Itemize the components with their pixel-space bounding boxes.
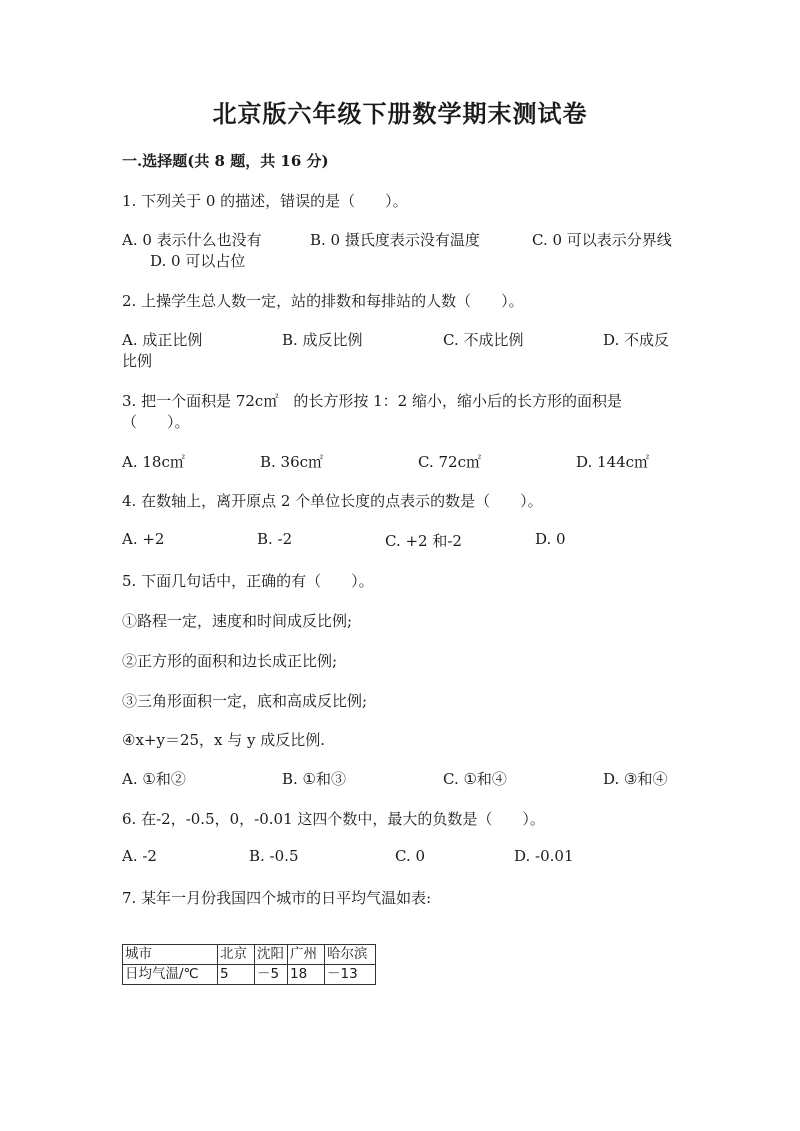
page-title: 北京版六年级下册数学期末测试卷	[212, 99, 588, 128]
question-6-option-a: A. -2	[122, 847, 157, 865]
question-2-option-a: A. 成正比例	[122, 331, 203, 349]
temperature-table	[122, 944, 376, 985]
question-2-option-c: C. 不成比例	[443, 331, 524, 349]
question-6-option-c: C. 0	[395, 847, 426, 865]
question-5-option-a: A. ①和②	[122, 770, 186, 788]
question-1-option-a: A. 0 表示什么也没有	[122, 231, 262, 249]
question-1-option-b: B. 0 摄氏度表示没有温度	[310, 231, 480, 249]
question-6-stem: 6. 在-2，-0.5，0，-0.01 这四个数中，最大的负数是（ ）。	[122, 810, 545, 828]
table-cell: 5	[218, 965, 255, 985]
question-3-option-c: C. 72c㎡	[418, 453, 481, 471]
question-3-option-a: A. 18c㎡	[122, 453, 185, 471]
question-2-stem: 2. 上操学生总人数一定，站的排数和每排站的人数（ ）。	[122, 292, 524, 310]
question-6-option-b: B. -0.5	[249, 847, 299, 865]
question-3-option-d: D. 144c㎡	[576, 453, 650, 471]
question-5-option-c: C. ①和④	[443, 770, 507, 788]
table-header-cell: 哈尔滨	[325, 945, 376, 965]
table-cell: －13	[325, 965, 376, 985]
question-1-option-c: C. 0 可以表示分界线	[532, 231, 672, 249]
question-5-stem: 5. 下面几句话中，正确的有（ ）。	[122, 572, 374, 590]
question-2-option-b: B. 成反比例	[282, 331, 363, 349]
table-cell: －5	[255, 965, 288, 985]
question-5-statement-3: ③三角形面积一定，底和高成反比例;	[122, 692, 368, 710]
table-cell: 日均气温/℃	[123, 965, 218, 985]
question-1-stem: 1. 下列关于 0 的描述，错误的是（ ）。	[122, 192, 408, 210]
table-cell: 18	[288, 965, 325, 985]
question-4-option-d: D. 0	[535, 530, 566, 548]
question-4-stem: 4. 在数轴上，离开原点 2 个单位长度的点表示的数是（ ）。	[122, 492, 543, 510]
table-header-cell: 城市	[123, 945, 218, 965]
question-4-option-a: A. +2	[122, 530, 165, 548]
table-header-cell: 沈阳	[255, 945, 288, 965]
question-4-option-b: B. -2	[257, 530, 293, 548]
table-row	[123, 965, 376, 985]
question-5-option-d: D. ③和④	[603, 770, 668, 788]
question-2-option-d: D. 不成反	[603, 331, 670, 349]
question-3-stem: 3. 把一个面积是 72c㎡ 的长方形按 1：2 缩小，缩小后的长方形的面积是	[122, 392, 622, 410]
question-3-option-b: B. 36c㎡	[260, 453, 324, 471]
question-6-option-d: D. -0.01	[514, 847, 574, 865]
table-header-cell: 北京	[218, 945, 255, 965]
question-5-statement-4: ④x+y＝25，x 与 y 成反比例.	[122, 731, 326, 749]
question-2-option-d-continued: 比例	[122, 352, 153, 370]
question-3-stem-continued: （ ）。	[122, 413, 190, 431]
question-1-option-d: D. 0 可以占位	[150, 252, 246, 270]
section-heading: 一.选择题(共 8 题，共 16 分)	[122, 152, 329, 170]
table-header-row	[123, 945, 376, 965]
question-4-option-c: C. +2 和-2	[385, 532, 462, 550]
question-5-statement-1: ①路程一定，速度和时间成反比例;	[122, 612, 353, 630]
question-5-statement-2: ②正方形的面积和边长成正比例;	[122, 652, 338, 670]
table-header-cell: 广州	[288, 945, 325, 965]
question-5-option-b: B. ①和③	[282, 770, 347, 788]
question-7-stem: 7. 某年一月份我国四个城市的日平均气温如表:	[122, 889, 432, 907]
